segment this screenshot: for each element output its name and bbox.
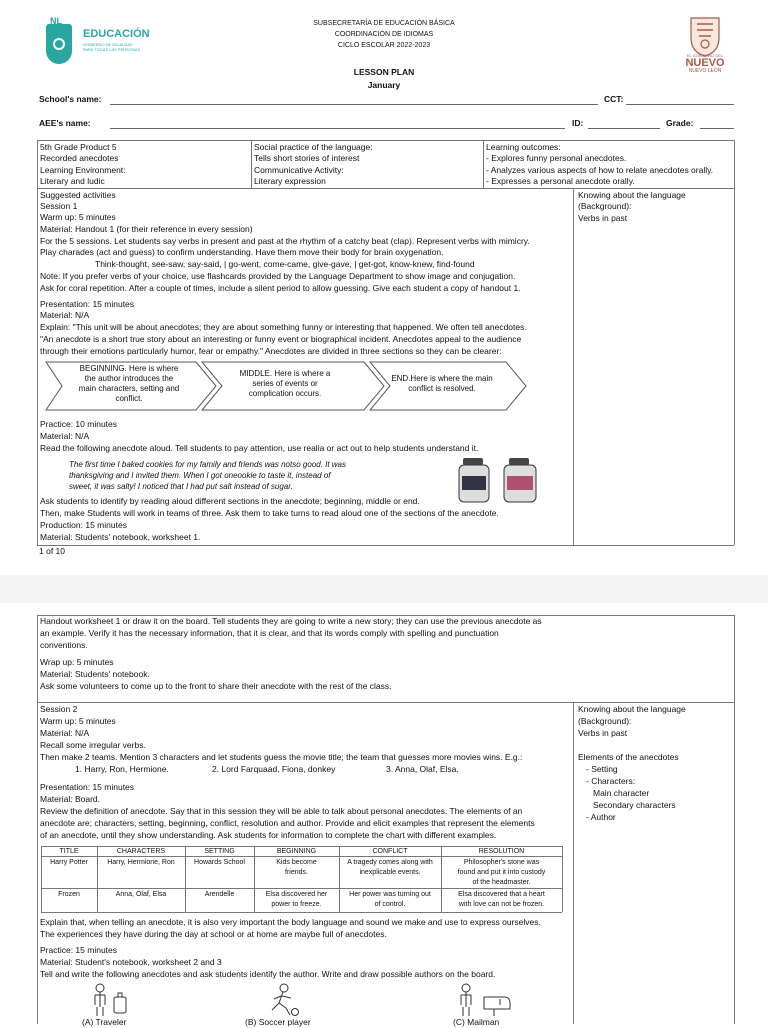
cell: Arendelle <box>204 891 235 898</box>
handout-line: Handout worksheet 1 or draw it on the board. Tell students they are going to write a new story; they can use the previous anecdote as <box>40 616 542 626</box>
page-gap <box>0 575 768 603</box>
chevron-end-2: conflict is resolved. <box>408 384 476 393</box>
cell: of the headmaster. <box>472 879 531 886</box>
table-border-bottom <box>37 545 734 546</box>
th-title: TITLE <box>59 848 79 855</box>
cell: Harry, Hermione, Ron <box>107 859 175 866</box>
social-practice-label: Social practice of the language: <box>254 142 373 152</box>
s2-line: Then make 2 teams. Mention 3 characters and let students guess the movie title; the team that guesses more movies wins. E.g.: <box>40 752 523 762</box>
communicative-activity-label: Communicative Activity: <box>254 165 344 175</box>
soccer-player-icon <box>266 983 300 1017</box>
s1-line: Note: If you prefer verbs of your choice, use flashcards provided by the Language Department to show image and conjugation. <box>40 271 516 281</box>
explain-line: The experiences they have during the day at school or at home are maybe full of anecdotes. <box>40 929 387 939</box>
handout-line: an example. Verify it has the necessary information, that it is clear, and that its words comply with spelling and punctuation <box>40 628 499 638</box>
s1-after: Then, make Students will work in teams of three. Ask them to take turns to read aloud one of the sections of the anecdote. <box>40 508 499 518</box>
brand-name: EDUCACIÓN <box>83 28 150 40</box>
environment-label: Learning Environment: <box>40 165 126 175</box>
chart-line <box>41 912 562 913</box>
chevron-middle-2: series of events or <box>252 379 318 388</box>
grade-label: Grade: <box>666 118 694 128</box>
brand-tagline: GOBIERNO DE IGUALDAD PARA TODAS LAS PERSONAS <box>83 42 141 52</box>
knowing-3: Verbs in past <box>578 213 628 223</box>
grade-line <box>700 128 734 129</box>
author-traveler: (A) Traveler <box>82 1017 127 1027</box>
table-border-top <box>37 140 734 141</box>
s2-line: Warm up: 5 minutes <box>40 716 116 726</box>
chevron-beginning-4: conflict. <box>115 394 143 403</box>
s1-after: Material: Students' notebook, worksheet 1. <box>40 532 201 542</box>
example-2: 2. Lord Farquaad, Fiona, donkey <box>212 764 336 774</box>
knowing-p2: Knowing about the language <box>578 704 686 714</box>
s1-after: Production: 15 minutes <box>40 520 127 530</box>
s1-line: "An anecdote is a short true story about an interesting or funny event or biographical incident. Anecdotes appeal to the audience <box>40 334 522 344</box>
communicative-activity-value: Literary expression <box>254 176 326 186</box>
cell: Elsa discovered that a heart <box>458 891 545 898</box>
gov-sub: NUEVO LEÓN <box>688 68 722 74</box>
s1-practice: Material: N/A <box>40 431 90 441</box>
org-line-2: COORDINACIÓN DE IDIOMAS <box>334 31 434 38</box>
s2-practice: Practice: 15 minutes <box>40 945 118 955</box>
th-conflict: CONFLICT <box>372 848 408 855</box>
p2-border-right <box>734 615 735 1024</box>
knowing-p2: Elements of the anecdotes <box>578 752 679 762</box>
knowing-p2: Verbs in past <box>578 728 628 738</box>
cell: found and put it into custody <box>457 869 546 876</box>
s2-practice: Material: Student's notebook, worksheet 2 and 3 <box>40 957 222 967</box>
cell: Her power was turning out <box>349 891 431 898</box>
s1-after: Ask students to identify by reading aloud different sections in the anecdote; beginning, middle or end. <box>40 496 420 506</box>
environment-value: Literary and ludic <box>40 176 105 186</box>
th-characters: CHARACTERS <box>116 848 166 855</box>
brand-nl: NL <box>50 16 62 26</box>
s1-practice: Practice: 10 minutes <box>40 419 118 429</box>
s1-line: Material: N/A <box>40 310 90 320</box>
chevron-end-1: END.Here is where the main <box>391 374 493 383</box>
th-setting: SETTING <box>204 848 235 855</box>
school-name-label: School's name: <box>39 94 102 104</box>
nuevo-leon-shield-icon <box>683 14 727 58</box>
cell: of control. <box>374 901 406 908</box>
cell: Howards School <box>194 859 245 866</box>
chart-line <box>562 846 563 912</box>
knowing-p2: - Author <box>586 812 616 822</box>
social-practice-value: Tells short stories of interest <box>254 153 360 163</box>
table-divider-2 <box>483 140 484 188</box>
mailman-icon <box>456 983 516 1017</box>
explain-line: Explain that, when telling an anecdote, it is also very important the body language and sound we make and use to express ourselves. <box>40 917 541 927</box>
table-border-left <box>37 140 38 545</box>
chevron-middle-3: complication occurs. <box>248 389 322 398</box>
cell: Kids become <box>276 859 317 866</box>
s2-presentation: of an anecdote, until they show understanding. Ask students for information to complete the chart with different examples. <box>40 830 497 840</box>
s1-practice: Read the following anecdote aloud. Tell students to pay attention, use realia or act out to help students understand it. <box>40 443 479 453</box>
lesson-plan-title: LESSON PLAN <box>353 67 415 77</box>
org-line-3: CICLO ESCOLAR 2022-2023 <box>337 42 431 49</box>
learning-outcome-2: - Analyzes various aspects of how to relate anecdotes orally. <box>486 165 714 175</box>
id-line <box>588 128 660 129</box>
cell: power to freeze. <box>271 901 322 908</box>
knowing-1: Knowing about the language <box>578 190 686 200</box>
table-border-right <box>734 140 735 545</box>
aee-name-label: AEE's name: <box>39 118 91 128</box>
cell: Elsa discovered her <box>265 891 328 898</box>
chart-line <box>41 856 562 857</box>
education-logo-icon <box>46 24 72 64</box>
th-resolution: RESOLUTION <box>478 848 525 855</box>
cell: Harry Potter <box>50 859 88 866</box>
table-border-mid <box>37 188 734 189</box>
s1-line: Suggested activities <box>40 190 116 200</box>
s2-line: Session 2 <box>40 704 78 714</box>
id-label: ID: <box>572 118 584 128</box>
anecdote-line: The first time I baked cookies for my family and friends was notso good. It was <box>69 460 347 469</box>
cell: friends. <box>285 869 308 876</box>
gov-top: EL GOBIERNO DEL <box>686 53 724 58</box>
s1-line: Ask for coral repetition. After a couple of times, include a silent period to allow guessing. Give each student a copy of handout 1. <box>40 283 521 293</box>
handout-line: conventions. <box>40 640 88 650</box>
chevron-beginning-3: main characters, setting and <box>78 384 180 393</box>
s2-line: Material: N/A <box>40 728 90 738</box>
cell: inexplicable events. <box>359 869 421 876</box>
p2-divider <box>573 702 574 1024</box>
s1-line: Material: Handout 1 (for their reference in every session) <box>40 224 253 234</box>
s1-line: Explain: "This unit will be about anecdotes; they are about something funny or interesting that happened. We often tell anecdotes. <box>40 322 527 332</box>
chevron-beginning-1: BEGINNING. Here is where <box>79 364 179 373</box>
chart-line <box>41 888 562 889</box>
s2-presentation: anecdote are; characters, setting, beginning, conflict, resolution and author. Provide and elicit examples that represent the elements <box>40 818 535 828</box>
chevron-beginning-2: the author introduces the <box>84 374 174 383</box>
s2-presentation: Review the definition of anecdote. Say that in this session they will be able to talk about personal anecdotes. The elements of an <box>40 806 523 816</box>
s1-line: Session 1 <box>40 201 78 211</box>
knowing-p2: Secondary characters <box>593 800 676 810</box>
cell: A tragedy comes along with <box>347 859 433 866</box>
s1-line: For the 5 sessions. Let students say verbs in present and past at the rhythm of a catchy beat (clap). Represent verbs with mimicry. <box>40 236 530 246</box>
month: January <box>367 80 401 90</box>
cell: Frozen <box>58 891 80 898</box>
anecdote-line: thanksgiving and I invited them. When I got oneookie to taste it, instead of <box>69 471 331 480</box>
example-1: 1. Harry, Ron, Hermione. <box>75 764 169 774</box>
cct-line <box>626 104 734 105</box>
knowing-p2: - Characters: <box>586 776 636 786</box>
author-mailman: (C) Mailman <box>453 1017 500 1027</box>
th-beginning: BEGINNING <box>276 848 317 855</box>
s2-presentation: Presentation: 15 minutes <box>40 782 135 792</box>
knowing-2: (Background): <box>578 201 632 211</box>
chevron-middle-1: MIDDLE. Here is where a <box>239 369 331 378</box>
wrapup-line: Material: Students' notebook. <box>40 669 150 679</box>
page-counter: 1 of 10 <box>39 546 65 556</box>
learning-outcomes-label: Learning outcomes: <box>486 142 561 152</box>
learning-outcome-3: - Expresses a personal anecdote orally. <box>486 176 635 186</box>
org-line-1: SUBSECRETARÍA DE EDUCACIÓN BÁSICA <box>313 20 455 27</box>
s1-line: through their emotions particularly humor, fear or empathy." Anecdotes are divided in three sections so they can be clearer: <box>40 346 502 356</box>
table-divider-1 <box>251 140 252 188</box>
table-divider-3 <box>573 188 574 545</box>
document-page-2 <box>0 603 768 1027</box>
cell: Philosopher's stone was <box>463 859 540 866</box>
s2-line: Recall some irregular verbs. <box>40 740 146 750</box>
gov-main: NUEVO <box>685 57 725 69</box>
knowing-p2: - Setting <box>586 764 618 774</box>
cct-label: CCT: <box>604 94 624 104</box>
aee-name-line <box>110 128 565 129</box>
product-name: Recorded anecdotes <box>40 153 119 163</box>
wrapup-line: Ask some volunteers to come up to the front to share their anecdote with the rest of the class. <box>40 681 392 691</box>
cell: Anna, Olaf, Elsa <box>115 891 167 898</box>
knowing-p2: (Background): <box>578 716 632 726</box>
wrapup-line: Wrap up: 5 minutes <box>40 657 114 667</box>
s1-line: Presentation: 15 minutes <box>40 299 135 309</box>
example-3: 3. Anna, Olaf, Elsa. <box>386 764 459 774</box>
s1-line: Warm up: 5 minutes <box>40 212 116 222</box>
p2-border-left <box>37 615 38 1024</box>
traveler-icon <box>88 983 134 1017</box>
s2-presentation: Material: Board. <box>40 794 100 804</box>
salt-sugar-jars-icon <box>455 456 551 504</box>
author-soccer-player: (B) Soccer player <box>245 1017 311 1027</box>
p2-border-mid <box>37 702 734 703</box>
knowing-p2: Main character <box>593 788 650 798</box>
s1-line: Play charades (act and guess) to confirm understanding. Have them move their body for brain oxygenation. <box>40 247 444 257</box>
anecdote-line: sweet, it was salty! I noticed that I had put salt instead of sugar. <box>69 482 293 491</box>
grade-product: 5th Grade Product 5 <box>40 142 117 152</box>
school-name-line <box>110 104 598 105</box>
learning-outcome-1: - Explores funny personal anecdotes. <box>486 153 627 163</box>
s1-line: Think-thought, see-saw, say-said, | go-went, come-came, give-gave, | get-got, know-knew, find-found <box>95 259 475 269</box>
cell: with love can not be frozen. <box>458 901 545 908</box>
s2-practice: Tell and write the following anecdotes and ask students identify the author. Write and draw possible authors on the board. <box>40 969 496 979</box>
